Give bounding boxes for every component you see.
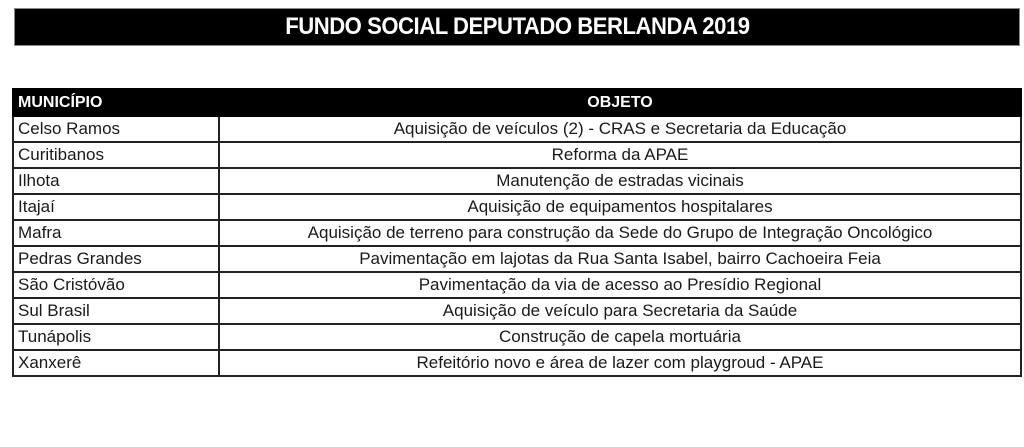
cell-municipio: Celso Ramos [13, 116, 219, 142]
cell-objeto: Aquisição de equipamentos hospitalares [219, 194, 1021, 220]
column-header-objeto: OBJETO [219, 89, 1021, 116]
cell-objeto: Refeitório novo e área de lazer com playgroud - APAE [219, 350, 1021, 376]
column-header-municipio: MUNICÍPIO [13, 89, 219, 116]
cell-municipio: Curitibanos [13, 142, 219, 168]
cell-objeto: Aquisição de veículo para Secretaria da Saúde [219, 298, 1021, 324]
document-title-bar [14, 8, 1020, 46]
table-row [13, 220, 1021, 246]
cell-objeto: Pavimentação da via de acesso ao Presídio Regional [219, 272, 1021, 298]
cell-municipio: Pedras Grandes [13, 246, 219, 272]
document-title: FUNDO SOCIAL DEPUTADO BERLANDA 2019 [284, 13, 750, 40]
table-row [13, 298, 1021, 324]
cell-municipio: Sul Brasil [13, 298, 219, 324]
cell-objeto: Reforma da APAE [219, 142, 1021, 168]
table-row [13, 246, 1021, 272]
projects-table [12, 88, 1022, 377]
table-row [13, 350, 1021, 376]
table-row [13, 194, 1021, 220]
cell-municipio: Mafra [13, 220, 219, 246]
cell-municipio: Tunápolis [13, 324, 219, 350]
cell-objeto: Aquisição de veículos (2) - CRAS e Secretaria da Educação [219, 116, 1021, 142]
table-row [13, 116, 1021, 142]
cell-municipio: São Cristóvão [13, 272, 219, 298]
cell-municipio: Ilhota [13, 168, 219, 194]
table-row [13, 168, 1021, 194]
cell-objeto: Pavimentação em lajotas da Rua Santa Isabel, bairro Cachoeira Feia [219, 246, 1021, 272]
table-row [13, 272, 1021, 298]
cell-municipio: Itajaí [13, 194, 219, 220]
cell-objeto: Construção de capela mortuária [219, 324, 1021, 350]
cell-municipio: Xanxerê [13, 350, 219, 376]
table-header-row [13, 89, 1021, 116]
table-row [13, 324, 1021, 350]
table-row [13, 142, 1021, 168]
cell-objeto: Manutenção de estradas vicinais [219, 168, 1021, 194]
cell-objeto: Aquisição de terreno para construção da Sede do Grupo de Integração Oncológico [219, 220, 1021, 246]
